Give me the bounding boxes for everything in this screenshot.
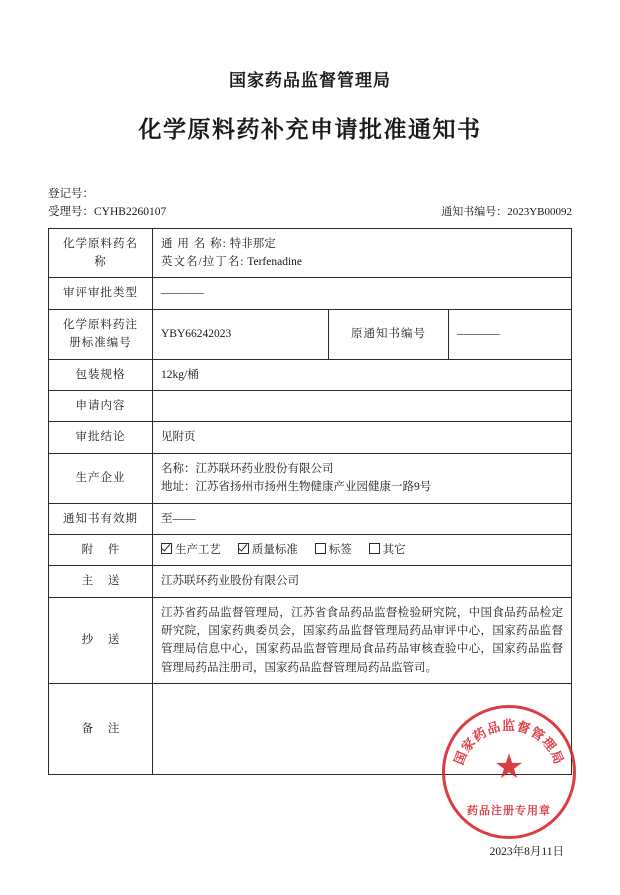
attachment-option-production-process[interactable] bbox=[161, 544, 224, 556]
attachment-option-label[interactable] bbox=[315, 544, 355, 556]
package-spec-label: 包装规格 bbox=[49, 359, 153, 390]
checkbox-icon[interactable] bbox=[369, 543, 380, 554]
manufacturer-name-line bbox=[161, 460, 563, 478]
approval-conclusion-value: 见附页 bbox=[153, 422, 572, 453]
attachment-label: 生产工艺 bbox=[175, 543, 221, 556]
manufacturer-label: 生产企业 bbox=[49, 453, 153, 503]
table-row bbox=[49, 684, 572, 775]
original-notice-number-value: ———— bbox=[449, 309, 572, 359]
acceptance-number-line bbox=[48, 204, 166, 222]
validity-label: 通知书有效期 bbox=[49, 503, 153, 534]
approval-conclusion-label: 审批结论 bbox=[49, 422, 153, 453]
table-row bbox=[49, 566, 572, 597]
seal-bottom-label: 药品注册专用章 bbox=[467, 805, 551, 817]
table-row bbox=[49, 278, 572, 309]
english-name-key: 英文名/拉丁名: bbox=[161, 256, 245, 269]
acceptance-number-value: CYHB2260107 bbox=[94, 205, 167, 218]
review-type-label: 审评审批类型 bbox=[49, 278, 153, 309]
application-content-value bbox=[153, 390, 572, 421]
signature-date: 2023年8月11日 bbox=[489, 846, 564, 858]
checkbox-icon[interactable] bbox=[315, 543, 326, 554]
approval-table bbox=[48, 228, 572, 776]
notice-number-line bbox=[441, 204, 572, 221]
common-name-line bbox=[161, 235, 563, 253]
main-recipient-value: 江苏联环药业股份有限公司 bbox=[153, 566, 572, 597]
validity-value: 至—— bbox=[153, 503, 572, 534]
registration-number-line bbox=[48, 186, 572, 204]
copy-recipient-label: 抄 送 bbox=[49, 597, 153, 684]
document-title: 化学原料药补充申请批准通知书 bbox=[138, 117, 482, 142]
acceptance-number-label: 受理号： bbox=[48, 205, 94, 218]
attachment-option-other[interactable] bbox=[369, 544, 406, 556]
english-name-line bbox=[161, 253, 563, 271]
attachment-option-quality-standard[interactable] bbox=[238, 544, 301, 556]
attachment-label: 其它 bbox=[382, 543, 406, 556]
drug-name-label: 化学原料药名称 bbox=[49, 228, 153, 278]
attachments-label: 附 件 bbox=[49, 534, 153, 565]
attachment-label: 标签 bbox=[328, 543, 352, 556]
package-spec-value: 12kg/桶 bbox=[153, 359, 572, 390]
star-icon: ★ bbox=[493, 749, 525, 787]
notice-number-label: 通知书编号： bbox=[441, 205, 508, 218]
common-name-value: 特非那定 bbox=[229, 237, 276, 250]
main-recipient-label: 主 送 bbox=[49, 566, 153, 597]
table-row bbox=[49, 390, 572, 421]
table-row bbox=[49, 534, 572, 565]
manufacturer-name-value: 江苏联环药业股份有限公司 bbox=[195, 462, 334, 475]
table-row bbox=[49, 503, 572, 534]
document-page bbox=[0, 66, 620, 895]
manufacturer-name-key: 名称： bbox=[161, 462, 196, 475]
review-type-value: ———— bbox=[153, 278, 572, 309]
attachments-cell bbox=[153, 534, 572, 565]
english-name-value: Terfenadine bbox=[247, 256, 303, 269]
notice-number-value: 2023YB00092 bbox=[507, 205, 572, 218]
registration-number-label: 登记号： bbox=[48, 188, 94, 200]
issuing-organization: 国家药品监督管理局 bbox=[229, 71, 391, 90]
common-name-key: 通 用 名 称: bbox=[161, 237, 227, 250]
manufacturer-address-value: 江苏省扬州市扬州生物健康产业园健康一路9号 bbox=[195, 481, 432, 494]
checkbox-checked-icon[interactable] bbox=[161, 543, 172, 554]
registration-standard-value: YBY66242023 bbox=[153, 309, 329, 359]
application-content-label: 申请内容 bbox=[49, 390, 153, 421]
copy-recipient-value: 江苏省药品监督管理局，江苏省食品药品监督检验研究院，中国食品药品检定研究院，国家药典委员会，国家药品监督管理局药品审评中心，国家药品监督管理局信息中心，国家药品监督管理局食品药品审核查验中心，国家药品监督管理局药品注册司，国家药品监督管理局药品监管司。 bbox=[153, 597, 572, 684]
document-meta bbox=[48, 186, 572, 222]
remark-label: 备 注 bbox=[49, 684, 153, 775]
drug-name-cell bbox=[153, 228, 572, 278]
table-row bbox=[49, 359, 572, 390]
original-notice-number-label: 原通知书编号 bbox=[329, 309, 449, 359]
manufacturer-cell bbox=[153, 453, 572, 503]
seal-arc-label: 国家药品监督管理局 bbox=[451, 718, 567, 767]
remark-value bbox=[153, 684, 572, 775]
table-row bbox=[49, 422, 572, 453]
registration-standard-label: 化学原料药注册标准编号 bbox=[49, 309, 153, 359]
attachment-label: 质量标准 bbox=[251, 543, 298, 556]
manufacturer-address-key: 地址： bbox=[161, 481, 196, 494]
table-row bbox=[49, 597, 572, 684]
table-row bbox=[49, 453, 572, 503]
manufacturer-address-line bbox=[161, 478, 563, 496]
checkbox-checked-icon[interactable] bbox=[238, 543, 249, 554]
table-row bbox=[49, 228, 572, 278]
table-row bbox=[49, 309, 572, 359]
